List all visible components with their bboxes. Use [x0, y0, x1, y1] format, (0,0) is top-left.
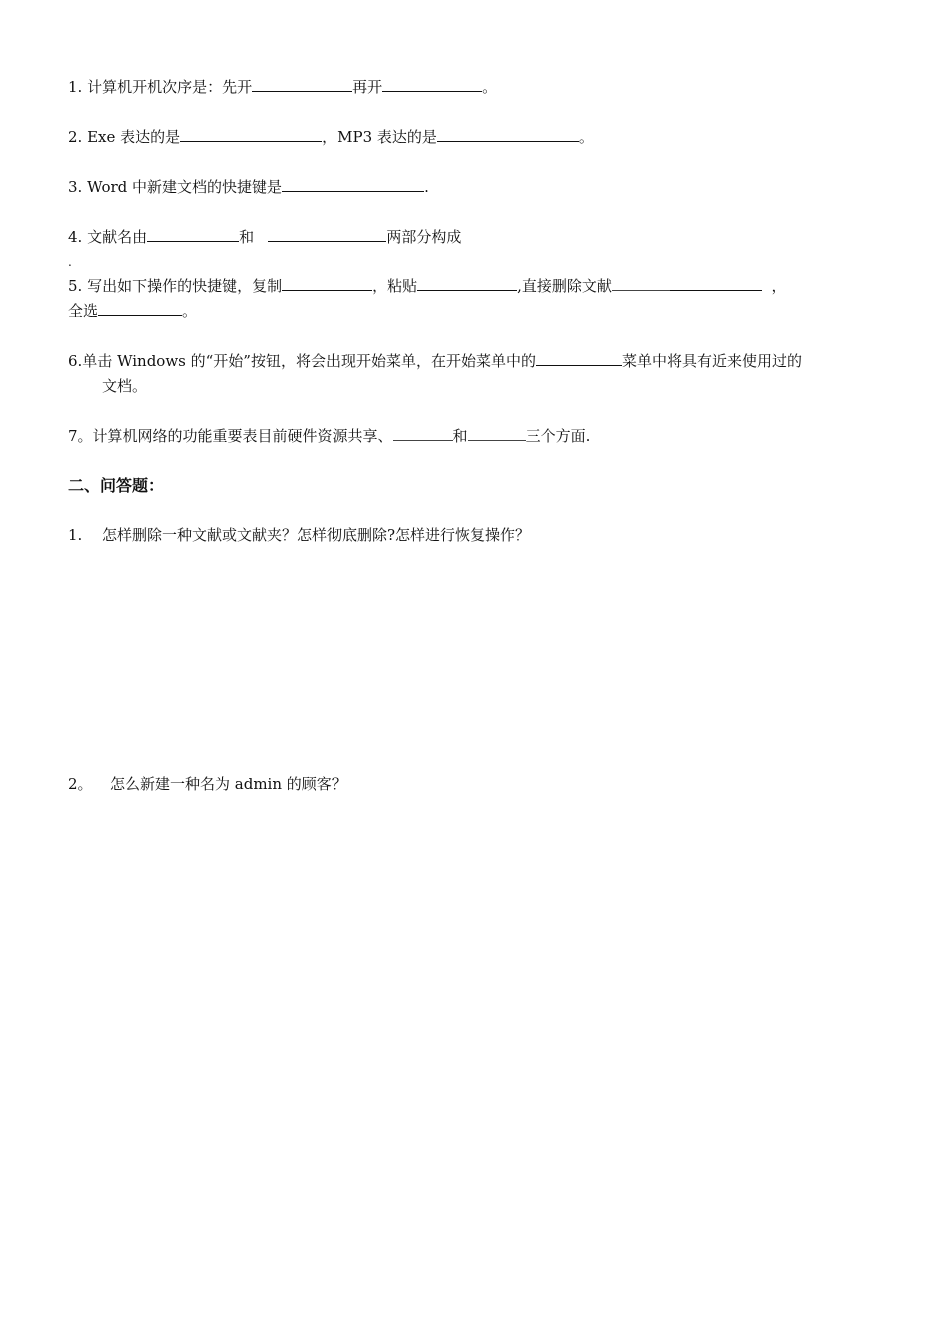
answer-blank[interactable] — [393, 426, 453, 441]
question-6 — [68, 351, 802, 371]
question-2-mid: ，MP3 表达的是 — [322, 128, 437, 146]
question-5-mid1: ，粘贴 — [372, 277, 418, 295]
question-6-end: 菜单中将具有近来使用过的 — [621, 352, 802, 370]
essay-question-text: 怎么新建一种名为 admin 的顾客？ — [110, 775, 347, 793]
question-4-mid: 和 — [239, 228, 255, 246]
question-4 — [68, 227, 461, 247]
answer-blank[interactable] — [536, 351, 622, 366]
question-5-mid2: ,直接删除文献 — [517, 277, 612, 295]
question-6-line2: 文档。 — [102, 377, 148, 395]
essay-question-number: 1. — [68, 526, 83, 544]
answer-blank[interactable] — [437, 127, 579, 142]
question-7-prefix: 7。计算机网络的功能重要表目前硬件资源共享、 — [68, 427, 393, 445]
question-2 — [68, 127, 594, 147]
question-6-prefix: 6.单击 Windows 的“开始”按钮，将会出现开始菜单，在开始菜单中的 — [68, 352, 536, 370]
question-1-end: 。 — [482, 78, 498, 96]
question-1 — [68, 77, 497, 97]
question-4-end: 两部分构成 — [386, 228, 462, 246]
question-7 — [68, 426, 590, 446]
section-heading: 二、问答题： — [68, 476, 165, 495]
question-5-mid3: ， — [771, 277, 787, 295]
answer-blank[interactable] — [468, 426, 526, 441]
essay-question-1 — [68, 525, 530, 545]
answer-blank[interactable] — [282, 177, 424, 192]
essay-question-text: 怎样删除一种文献或文献夹？怎样彻底删除?怎样进行恢复操作？ — [102, 526, 531, 544]
answer-blank[interactable] — [670, 276, 762, 291]
stray-period: . — [68, 255, 72, 269]
answer-blank[interactable] — [147, 227, 239, 242]
answer-blank[interactable] — [252, 77, 352, 92]
question-3-prefix: 3. Word 中新建文档的快捷键是 — [68, 178, 283, 196]
answer-blank[interactable] — [417, 276, 517, 291]
question-5 — [68, 276, 786, 296]
answer-blank[interactable] — [98, 301, 182, 316]
question-3-end: . — [424, 178, 429, 196]
essay-question-number: 2。 — [68, 775, 93, 793]
question-3 — [68, 177, 429, 197]
answer-blank[interactable] — [612, 276, 670, 291]
question-7-mid: 和 — [452, 427, 468, 445]
question-2-prefix: 2. Exe 表达的是 — [68, 128, 181, 146]
question-2-end: 。 — [578, 128, 594, 146]
answer-blank[interactable] — [382, 77, 482, 92]
answer-blank[interactable] — [180, 127, 322, 142]
question-5-line2 — [68, 301, 197, 321]
question-1-prefix: 1. 计算机开机次序是：先开 — [68, 78, 253, 96]
essay-question-2 — [68, 774, 347, 794]
answer-blank[interactable] — [268, 227, 386, 242]
question-1-mid: 再开 — [352, 78, 383, 96]
question-5-line2-end: 。 — [182, 302, 198, 320]
question-7-end: 三个方面. — [525, 427, 591, 445]
question-5-prefix: 5. 写出如下操作的快捷键，复制 — [68, 277, 283, 295]
question-4-prefix: 4. 文献名由 — [68, 228, 148, 246]
answer-blank[interactable] — [282, 276, 372, 291]
question-5-line2-prefix: 全选 — [68, 302, 99, 320]
